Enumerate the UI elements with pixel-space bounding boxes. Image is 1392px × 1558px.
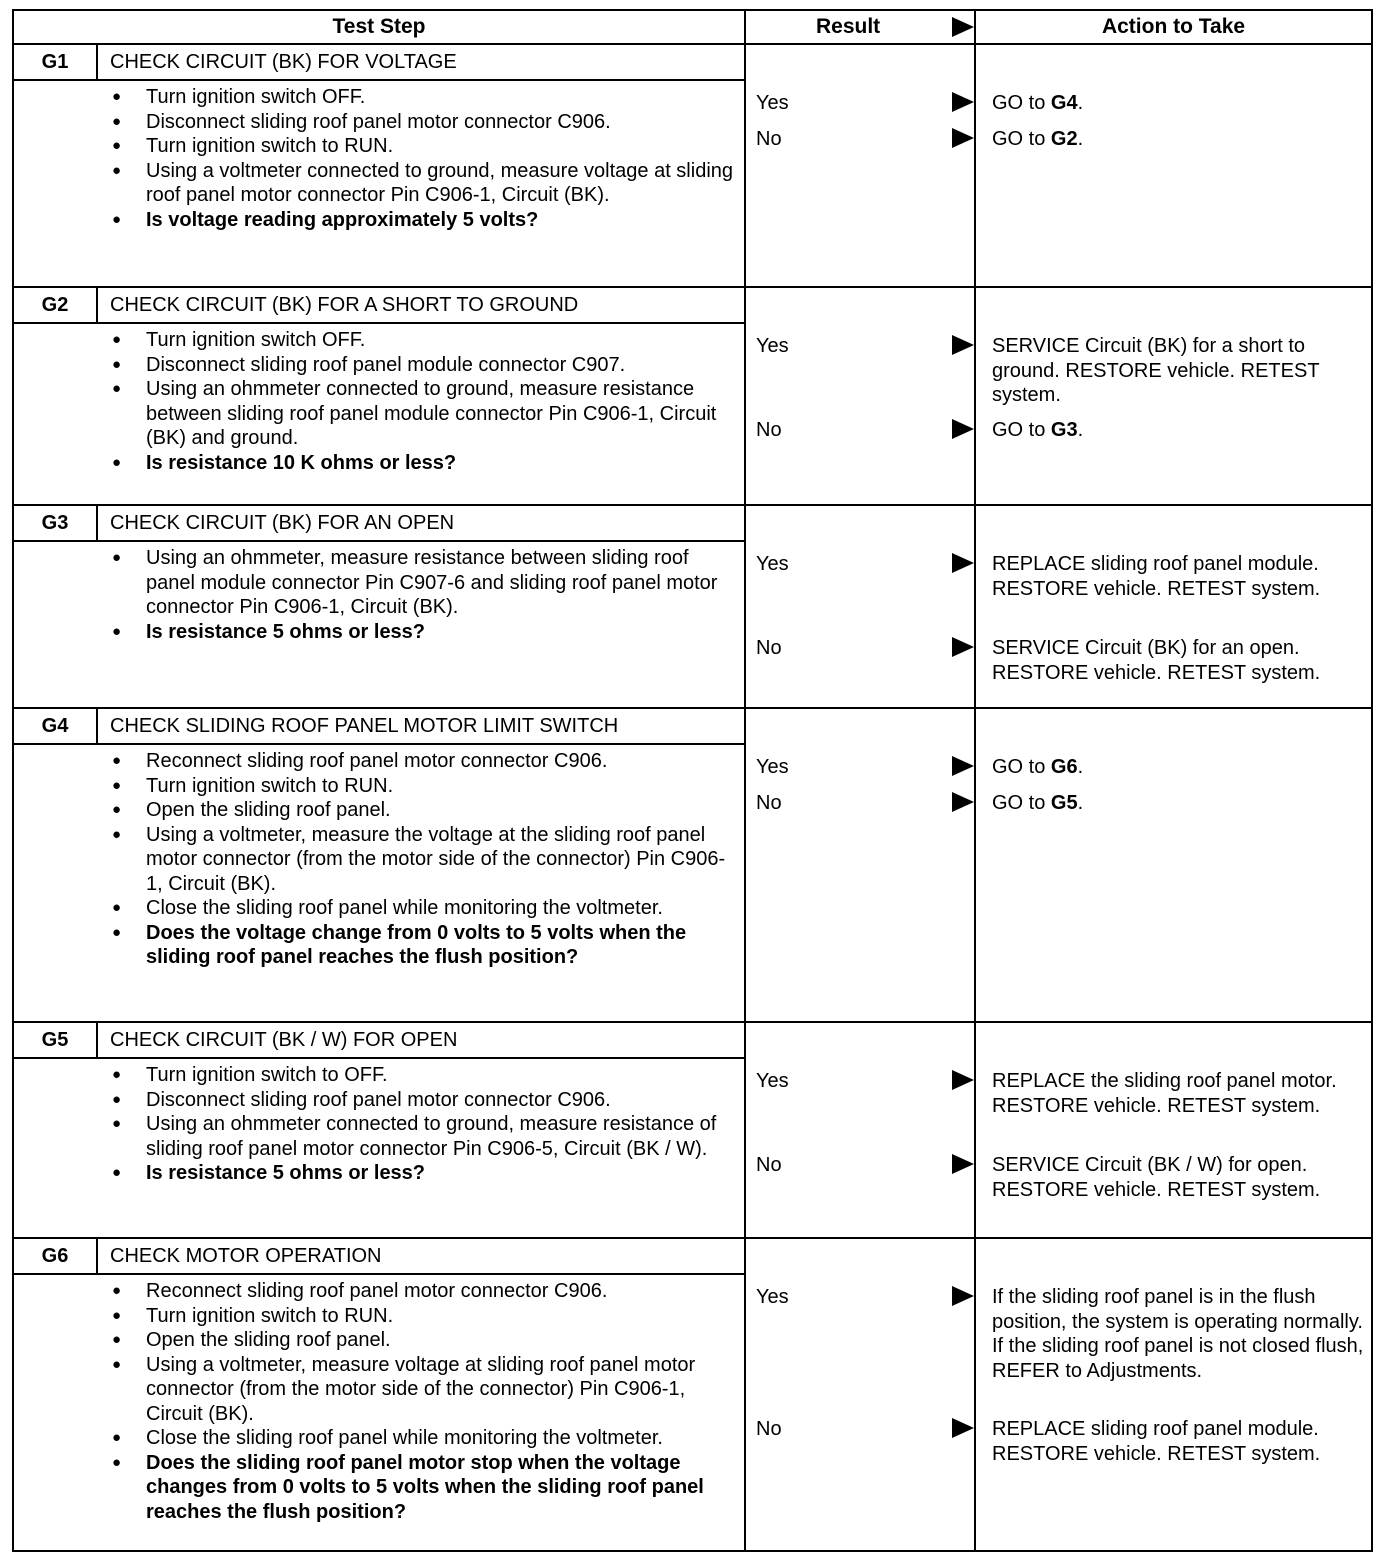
step-question: ● Does the sliding roof panel motor stop when the voltage changes from 0 volts to 5 volts when the sliding roof panel reaches the flush position? xyxy=(110,1451,740,1525)
step-question: ● Is resistance 10 K ohms or less? xyxy=(110,451,740,476)
action-to-take xyxy=(992,91,1372,116)
result-yes: Yes xyxy=(756,92,789,114)
step-instruction: ● Close the sliding roof panel while monitoring the voltmeter. xyxy=(110,1426,740,1451)
header-test-step: Test Step xyxy=(332,15,426,38)
step-title-row xyxy=(14,1023,746,1059)
action-step-ref: G3 xyxy=(1050,419,1078,441)
arrow-right-icon xyxy=(952,1070,974,1090)
step-instruction: ● Using an ohmmeter, measure resistance between sliding roof panel module connector Pin C907-6 and sliding roof panel motor connector Pin C906-1, Circuit (BK). xyxy=(110,546,740,620)
action-text: REPLACE sliding roof panel module. RESTORE vehicle. RETEST system. xyxy=(992,553,1321,600)
diagnostic-table xyxy=(12,9,1373,1552)
step-id: G5 xyxy=(14,1023,98,1057)
action-to-take xyxy=(992,1285,1372,1383)
step-title: CHECK MOTOR OPERATION xyxy=(110,1245,382,1267)
action-suffix: . xyxy=(1077,128,1084,150)
test-step-g6 xyxy=(14,1239,1371,1552)
step-question: ● Is resistance 5 ohms or less? xyxy=(110,1161,740,1186)
arrow-right-icon xyxy=(952,128,974,148)
step-title-row xyxy=(14,1239,746,1275)
step-instruction: ● Turn ignition switch to RUN. xyxy=(110,134,740,159)
step-question: ● Is resistance 5 ohms or less? xyxy=(110,620,740,645)
action-suffix: . xyxy=(1077,419,1084,441)
step-id: G6 xyxy=(14,1239,98,1273)
action-step-ref: G2 xyxy=(1050,128,1078,150)
header-action: Action to Take xyxy=(1101,15,1246,38)
step-title: CHECK SLIDING ROOF PANEL MOTOR LIMIT SWITCH xyxy=(110,715,619,737)
action-text: If the sliding roof panel is in the flush position, the system is operating normally. If the sliding roof panel is not closed flush, REFER to Adjustments. xyxy=(992,1286,1364,1382)
step-instruction: ● Reconnect sliding roof panel motor connector C906. xyxy=(110,749,740,774)
step-title-row xyxy=(14,709,746,745)
step-instruction: ● Disconnect sliding roof panel motor connector C906. xyxy=(110,110,740,135)
table-header xyxy=(14,11,1371,45)
step-instruction: ● Using a voltmeter, measure voltage at sliding roof panel motor connector (from the motor side of the connector) Pin C906-1, Circuit (BK). xyxy=(110,1353,740,1427)
test-step-g4 xyxy=(14,709,1371,1023)
step-instruction: ● Turn ignition switch OFF. xyxy=(110,85,740,110)
action-text: GO to xyxy=(992,92,1051,114)
step-instructions xyxy=(110,85,740,232)
action-suffix: . xyxy=(1077,792,1084,814)
arrow-right-icon xyxy=(952,792,974,812)
action-to-take xyxy=(992,1417,1372,1466)
action-text: GO to xyxy=(992,756,1051,778)
result-no: No xyxy=(756,1418,782,1440)
action-text: SERVICE Circuit (BK) for a short to ground. RESTORE vehicle. RETEST system. xyxy=(992,335,1320,406)
result-yes: Yes xyxy=(756,1070,789,1092)
arrow-right-icon xyxy=(952,1286,974,1306)
action-text: GO to xyxy=(992,792,1051,814)
step-title-row xyxy=(14,506,746,542)
step-id: G4 xyxy=(14,709,98,743)
step-instruction: ● Open the sliding roof panel. xyxy=(110,1328,740,1353)
step-id: G2 xyxy=(14,288,98,322)
step-title: CHECK CIRCUIT (BK) FOR A SHORT TO GROUND xyxy=(110,294,579,316)
step-instructions xyxy=(110,546,740,644)
step-instruction: ● Using a voltmeter connected to ground, measure voltage at sliding roof panel motor connector Pin C906-1, Circuit (BK). xyxy=(110,159,740,208)
step-instruction: ● Close the sliding roof panel while monitoring the voltmeter. xyxy=(110,896,740,921)
action-to-take xyxy=(992,127,1372,152)
action-step-ref: G5 xyxy=(1050,792,1078,814)
test-step-g1 xyxy=(14,45,1371,288)
action-to-take xyxy=(992,418,1372,443)
result-yes: Yes xyxy=(756,553,789,575)
arrow-right-icon xyxy=(952,1154,974,1174)
step-instructions xyxy=(110,328,740,475)
arrow-right-icon xyxy=(952,553,974,573)
action-suffix: . xyxy=(1077,92,1084,114)
result-yes: Yes xyxy=(756,335,789,357)
step-question: ● Does the voltage change from 0 volts to 5 volts when the sliding roof panel reaches the flush position? xyxy=(110,921,740,970)
arrow-right-icon xyxy=(952,419,974,439)
action-step-ref: G6 xyxy=(1050,756,1078,778)
action-to-take xyxy=(992,636,1372,685)
arrow-right-icon xyxy=(952,335,974,355)
action-step-ref: G4 xyxy=(1050,92,1078,114)
step-instruction: ● Using a voltmeter, measure the voltage at the sliding roof panel motor connector (from the motor side of the connector) Pin C906-1, Circuit (BK). xyxy=(110,823,740,897)
step-title: CHECK CIRCUIT (BK / W) FOR OPEN xyxy=(110,1029,458,1051)
step-id: G3 xyxy=(14,506,98,540)
step-title-row xyxy=(14,288,746,324)
step-instruction: ● Open the sliding roof panel. xyxy=(110,798,740,823)
result-no: No xyxy=(756,637,782,659)
result-no: No xyxy=(756,419,782,441)
step-instruction: ● Using an ohmmeter connected to ground, measure resistance of sliding roof panel motor connector Pin C906-5, Circuit (BK / W). xyxy=(110,1112,740,1161)
arrow-right-icon xyxy=(952,1418,974,1438)
step-title: CHECK CIRCUIT (BK) FOR AN OPEN xyxy=(110,512,455,534)
arrow-right-icon xyxy=(952,92,974,112)
result-no: No xyxy=(756,1154,782,1176)
step-id: G1 xyxy=(14,45,98,79)
step-instruction: ● Reconnect sliding roof panel motor connector C906. xyxy=(110,1279,740,1304)
action-to-take xyxy=(992,1069,1372,1118)
step-instructions xyxy=(110,1279,740,1524)
step-instructions xyxy=(110,749,740,970)
action-to-take xyxy=(992,334,1372,408)
step-instructions xyxy=(110,1063,740,1186)
result-no: No xyxy=(756,792,782,814)
step-instruction: ● Turn ignition switch OFF. xyxy=(110,328,740,353)
step-instruction: ● Disconnect sliding roof panel motor connector C906. xyxy=(110,1088,740,1113)
test-step-g2 xyxy=(14,288,1371,506)
step-instruction: ● Turn ignition switch to RUN. xyxy=(110,774,740,799)
action-text: REPLACE sliding roof panel module. RESTORE vehicle. RETEST system. xyxy=(992,1418,1321,1465)
arrow-right-icon xyxy=(952,637,974,657)
step-instruction: ● Turn ignition switch to OFF. xyxy=(110,1063,740,1088)
action-to-take xyxy=(992,1153,1372,1202)
action-suffix: . xyxy=(1077,756,1084,778)
action-to-take xyxy=(992,791,1372,816)
test-step-g5 xyxy=(14,1023,1371,1239)
step-question: ● Is voltage reading approximately 5 volts? xyxy=(110,208,740,233)
action-text: SERVICE Circuit (BK) for an open. RESTORE vehicle. RETEST system. xyxy=(992,637,1321,684)
action-to-take xyxy=(992,755,1372,780)
action-text: SERVICE Circuit (BK / W) for open. RESTORE vehicle. RETEST system. xyxy=(992,1154,1321,1201)
action-to-take xyxy=(992,552,1372,601)
header-arrow-icon xyxy=(952,17,974,37)
test-step-g3 xyxy=(14,506,1371,709)
step-instruction: ● Disconnect sliding roof panel module connector C907. xyxy=(110,353,740,378)
result-yes: Yes xyxy=(756,1286,789,1308)
result-no: No xyxy=(756,128,782,150)
step-instruction: ● Using an ohmmeter connected to ground, measure resistance between sliding roof panel module connector Pin C906-1, Circuit (BK) and ground. xyxy=(110,377,740,451)
arrow-right-icon xyxy=(952,756,974,776)
step-title-row xyxy=(14,45,746,81)
result-yes: Yes xyxy=(756,756,789,778)
action-text: GO to xyxy=(992,419,1051,441)
header-result: Result xyxy=(816,15,881,38)
action-text: REPLACE the sliding roof panel motor. RESTORE vehicle. RETEST system. xyxy=(992,1070,1337,1117)
step-title: CHECK CIRCUIT (BK) FOR VOLTAGE xyxy=(110,51,457,73)
action-text: GO to xyxy=(992,128,1051,150)
step-instruction: ● Turn ignition switch to RUN. xyxy=(110,1304,740,1329)
